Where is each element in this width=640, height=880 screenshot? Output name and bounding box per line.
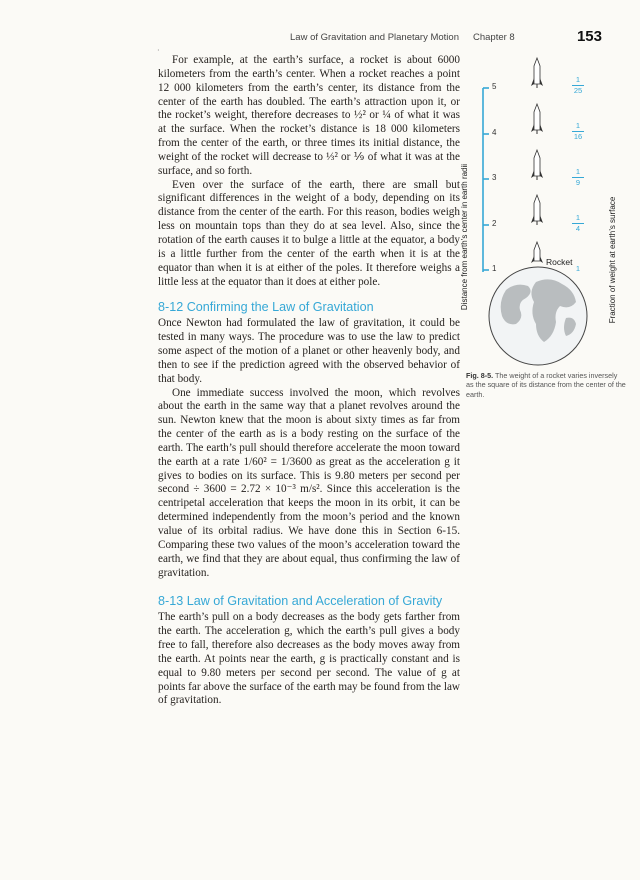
fraction-numerator: 1 (575, 121, 581, 130)
axis-ticks (483, 88, 489, 270)
fraction-label-3 (571, 168, 585, 187)
running-head (290, 30, 602, 46)
paragraph-rocket-example: For example, at the earth’s surface, a rocket is about 6000 kilometers from the earth’s center. When a rocket reaches a point 12 000 kilometers from the earth’s center, its distance from the center of the earth has doubled. The earth’s attraction upon it, or the rocket’s weight, therefore decreases to ½² or ¼ of what it was at the surface. When the rocket’s distance is 18 000 kilometers from the center of the earth, or three times its initial distance, the weight of the rocket will decrease to ⅓² or ⅑ of what it was at the surface, and so forth. (158, 54, 460, 177)
figure-caption (466, 371, 626, 399)
section-heading-8-13: 8-13 Law of Gravitation and Acceleration of Gravity (158, 594, 443, 609)
rocket-icon-2 (531, 195, 543, 225)
figure-8-5 (460, 50, 617, 380)
tick-label-1: 1 (492, 264, 497, 273)
main-text-column (158, 54, 460, 708)
fraction-denominator: 4 (575, 224, 581, 233)
earth-globe (489, 267, 587, 365)
chapter-label: Chapter 8 (473, 32, 515, 43)
rocket-icon-3 (531, 150, 543, 180)
fraction-numerator: 1 (575, 213, 581, 222)
margin-mark: · (157, 46, 160, 55)
left-axis-label: Distance from earth’s center in earth radii (460, 163, 469, 311)
tick-label-2: 2 (492, 219, 497, 228)
fraction-label-1 (571, 265, 585, 273)
figure-number: Fig. 8-5. (466, 371, 494, 380)
paragraph-acceleration-of-gravity: The earth’s pull on a body decreases as the body gets farther from the earth. The acceleration g, which the earth’s pull gives a body free to fall, therefore also decreases as the body moves away from the earth. At points near the earth, g is practically constant and is equal to 9.80 meters per second per second. The value of g at points far above the surface of the earth may be found from the law of gravitation. (158, 611, 460, 707)
fraction-numerator: 1 (575, 75, 581, 84)
paragraph-surface-variation: Even over the surface of the earth, there are small but significant differences in the weight of a body, depending on its distance from the center of the earth. For this reason, bodies weigh less on mountain tops than they do at sea level. Also, since the rotation of the earth causes it to bulge a little at the equator, a body is a little further from the center of the earth when it is at the equator than when it is at either of the poles. It therefore weighs a little less at the equator than it does at either pole. (158, 178, 460, 288)
rocket-icon-5 (531, 58, 543, 88)
figure-drawing (466, 50, 616, 380)
running-title: Law of Gravitation and Planetary Motion (290, 32, 459, 43)
fraction-label-4 (571, 122, 585, 141)
tick-label-5: 5 (492, 82, 497, 91)
tick-label-3: 3 (492, 173, 497, 182)
paragraph-moon-acceleration: One immediate success involved the moon, which revolves about the earth in the same way that a planet revolves around the sun. Newton knew that the moon is about sixty times as far from the center of the earth as is a body resting on the surface of the earth. The earth’s pull should therefore accelerate the moon toward the earth at a rate 1/60² = 1/3600 as great as the acceleration g it gives to bodies on its surface. This is 9.80 meters per second per second ÷ 3600 = 2.72 × 10⁻³ m/s². Since this acceleration is the centripetal acceleration that keeps the moon in its orbit, it can be determined independently from the moon’s period and the known value of its orbital radius. We have done this in Section 6-15. Comparing these two values of the moon’s acceleration toward the earth, we find that they are about equal, thus confirming the law of gravitation. (158, 386, 460, 579)
rocket-label: Rocket (546, 257, 573, 267)
fraction-numerator: 1 (575, 167, 581, 176)
tick-label-4: 4 (492, 128, 497, 137)
rocket-icon-1 (531, 242, 543, 263)
page-number: 153 (576, 28, 602, 45)
section-heading-8-12: 8-12 Confirming the Law of Gravitation (158, 300, 374, 315)
fraction-denominator: 16 (573, 132, 583, 141)
fraction-label-2 (571, 214, 585, 233)
rocket-icon-4 (531, 104, 543, 134)
fraction-numerator: 1 (575, 264, 581, 273)
fraction-denominator: 25 (573, 86, 583, 95)
paragraph-newton-testing: Once Newton had formulated the law of gravitation, it could be tested in many ways. The procedure was to use the law to predict some aspect of the motion of a planet or other heavenly body, and then to see if the prediction agreed with the observed behavior of that body. (158, 317, 460, 385)
fraction-label-5 (571, 76, 585, 95)
right-axis-label: Fraction of weight at earth’s surface (608, 196, 617, 324)
figure-caption-text: The weight of a rocket varies inversely as the square of its distance from the center of the earth. (466, 371, 626, 399)
fraction-denominator: 9 (575, 178, 581, 187)
